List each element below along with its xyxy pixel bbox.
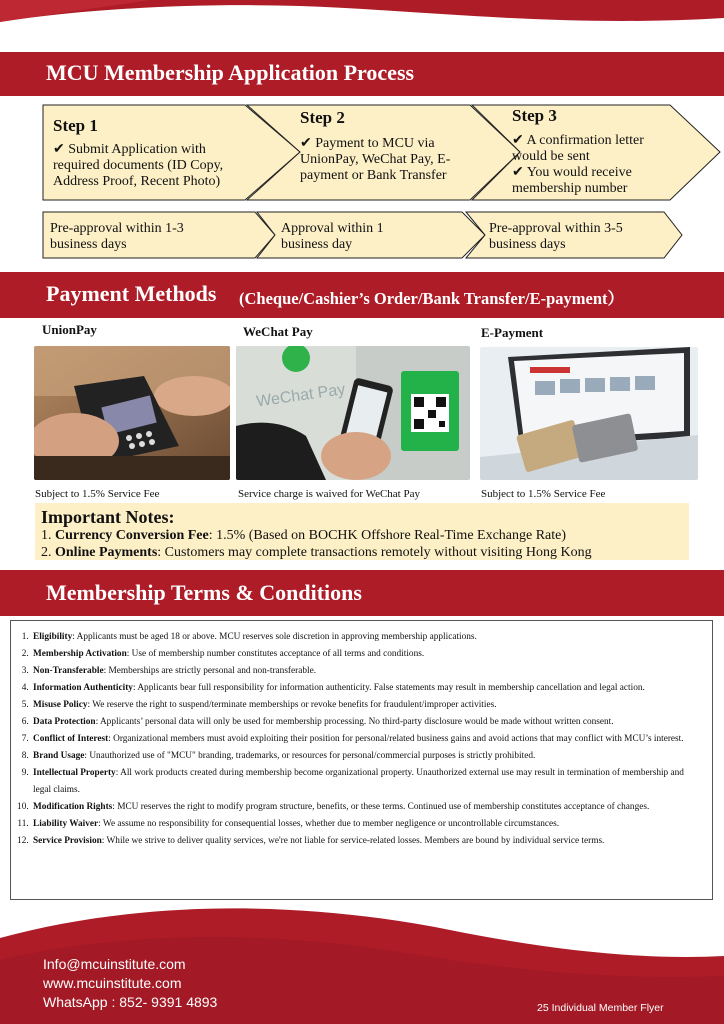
epayment-note: Subject to 1.5% Service Fee — [481, 488, 606, 500]
term-item: 1. Eligibility: Applicants must be aged 18 or above. MCU reserves sole discretion in approving membership applications. — [31, 629, 704, 646]
timeline-2: Approval within 1 business day — [281, 221, 384, 252]
step-2-title: Step 2 — [300, 108, 345, 127]
top-decoration — [0, 0, 724, 60]
note-1: 1. Currency Conversion Fee: 1.5% (Based on BOCHK Offshore Real-Time Exchange Rate) — [41, 528, 567, 543]
check-icon: ✔ — [512, 165, 524, 180]
term-item: 10. Modification Rights: MCU reserves the right to modify program structure, benefits, or these terms. Continued use of membership constitutes acceptance of changes. — [31, 799, 704, 816]
wechat-note: Service charge is waived for WeChat Pay — [238, 488, 420, 500]
process-title: MCU Membership Application Process — [46, 60, 415, 85]
term-item: 5. Misuse Policy: We reserve the right to suspend/terminate memberships or revoke benefits for fraudulent/improper activities. — [31, 697, 704, 714]
check-icon: ✔ — [53, 142, 65, 157]
timeline-3: Pre-approval within 3-5 business days — [489, 221, 623, 252]
term-item: 11. Liability Waiver: We assume no responsibility for consequential losses, whether due to member negligence or uncontrollable circumstances. — [31, 816, 704, 833]
footer-email[interactable]: Info@mcuinstitute.com — [43, 956, 186, 972]
timeline-1: Pre-approval within 1-3 business days — [50, 221, 184, 252]
check-icon: ✔ — [300, 136, 312, 151]
term-item: 7. Conflict of Interest: Organizational members must avoid exploiting their position for personal/related business gains and avoid actions that may conflict with MCU’s interest. — [31, 731, 704, 748]
payment-banner — [0, 272, 724, 318]
step-1-item: ✔ Submit Application with required documents (ID Copy, Address Proof, Recent Photo) — [53, 142, 224, 189]
footer-whatsapp: WhatsApp : 852- 9391 4893 — [43, 994, 218, 1010]
term-item: 3. Non-Transferable: Memberships are strictly personal and non-transferable. — [31, 663, 704, 680]
wechat-photo — [236, 346, 470, 480]
term-item: 12. Service Provision: While we strive to deliver quality services, we're not liable for service-related losses. Members are bound by individual service terms. — [31, 833, 704, 850]
wechat-sign-text: WeChat Pay — [255, 381, 347, 411]
term-item: 6. Data Protection: Applicants’ personal data will only be used for membership processing. No third-party disclosure would be made without written consent. — [31, 714, 704, 731]
wechat-label: WeChat Pay — [243, 324, 313, 339]
step-3-title: Step 3 — [512, 106, 557, 125]
unionpay-photo — [34, 346, 230, 480]
term-item: 4. Information Authenticity: Applicants bear full responsibility for information authenticity. False statements may result in membership cancellation and legal action. — [31, 680, 704, 697]
step-3-item-1: ✔ A confirmation letter would be sent — [512, 133, 644, 164]
unionpay-label: UnionPay — [42, 322, 97, 337]
terms-box — [10, 620, 713, 900]
footer-page-label: 25 Individual Member Flyer — [537, 1002, 664, 1014]
footer-website[interactable]: www.mcuinstitute.com — [43, 975, 182, 991]
epayment-label: E-Payment — [481, 325, 544, 340]
step-1-title: Step 1 — [53, 116, 98, 135]
step-3-item-2: ✔ You would receive membership number — [512, 165, 632, 196]
epayment-photo — [480, 347, 698, 480]
term-item: 9. Intellectual Property: All work products created during membership become organizational property. Unauthorized external use may result in termination of membership and legal claims. — [31, 765, 704, 799]
payment-subtitle: (Cheque/Cashier’s Order/Bank Transfer/E-payment） — [239, 289, 624, 308]
payment-title: Payment Methods — [46, 281, 217, 306]
step-3 — [512, 108, 672, 197]
terms-title: Membership Terms & Conditions — [46, 580, 362, 605]
step-2-item: ✔ Payment to MCU via UnionPay, WeChat Pay, E-payment or Bank Transfer — [300, 136, 451, 183]
term-item: 8. Brand Usage: Unauthorized use of "MCU" branding, trademarks, or resources for personal/commercial purposes is strictly prohibited. — [31, 748, 704, 765]
unionpay-note: Subject to 1.5% Service Fee — [35, 488, 160, 500]
step-2 — [300, 110, 465, 184]
note-2: 2. Online Payments: Customers may complete transactions remotely without visiting Hong Kong — [41, 545, 592, 560]
process-banner — [0, 52, 724, 96]
check-icon: ✔ — [512, 133, 524, 148]
terms-list — [19, 629, 704, 850]
step-1 — [53, 118, 243, 190]
terms-banner — [0, 570, 724, 616]
important-notes — [35, 503, 689, 560]
notes-title: Important Notes: — [41, 507, 175, 527]
term-item: 2. Membership Activation: Use of membership number constitutes acceptance of all terms and conditions. — [31, 646, 704, 663]
